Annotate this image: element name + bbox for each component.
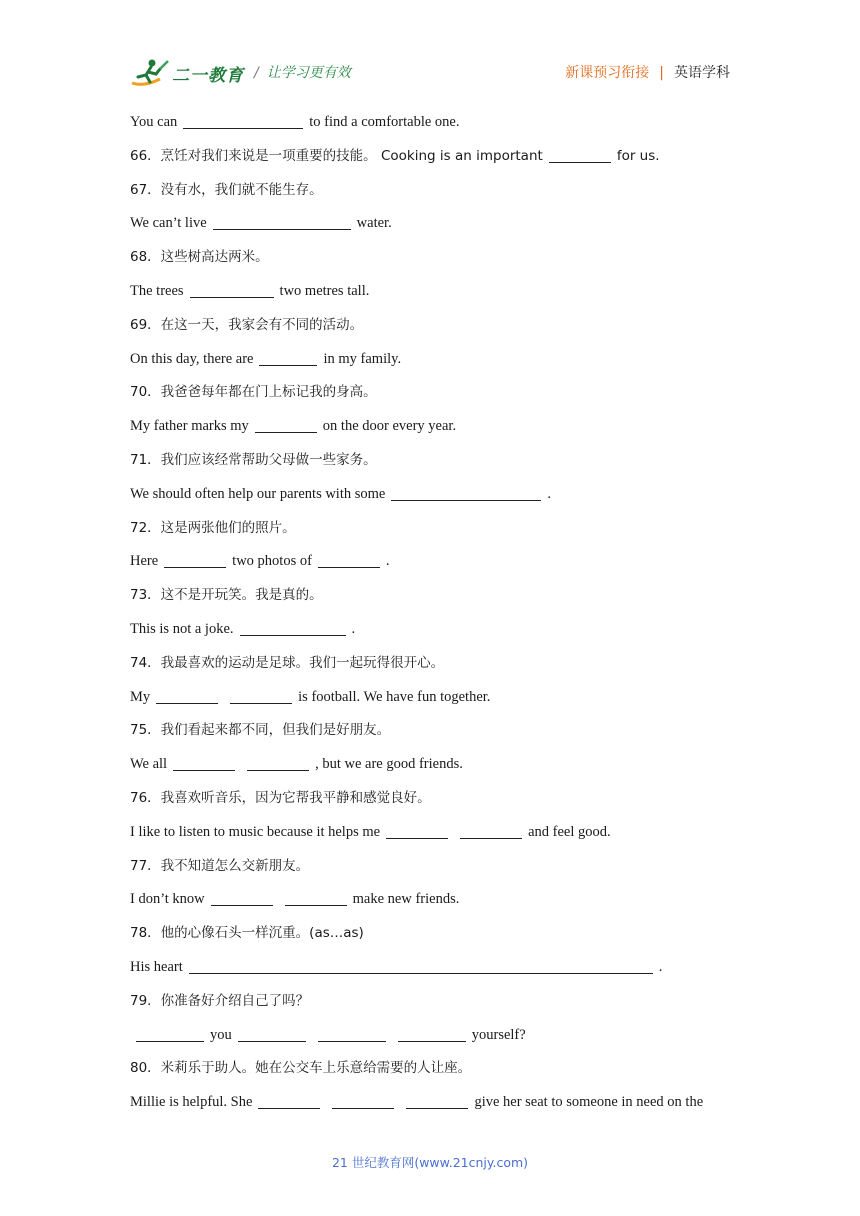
sentence-text: His heart bbox=[130, 958, 183, 975]
exercise-content bbox=[130, 108, 730, 1122]
sentence-text: for us. bbox=[616, 147, 660, 164]
sentence-text: 70．我爸爸每年都在门上标记我的身高。 bbox=[130, 384, 377, 401]
answer-blank[interactable] bbox=[173, 754, 235, 771]
question-prompt bbox=[130, 852, 730, 886]
sentence-text: Here bbox=[130, 553, 159, 570]
answer-sentence bbox=[130, 345, 730, 379]
sentence-text: My father marks my bbox=[130, 418, 249, 435]
answer-sentence bbox=[130, 750, 730, 784]
course-label: 新课预习衔接 bbox=[565, 65, 650, 81]
answer-sentence bbox=[130, 683, 730, 717]
sentence-text: This is not a joke. bbox=[130, 620, 234, 637]
sentence-text: 71．我们应该经常帮助父母做一些家务。 bbox=[130, 451, 377, 468]
sentence-text: two metres tall. bbox=[279, 282, 370, 299]
page-header bbox=[130, 56, 730, 92]
answer-sentence bbox=[130, 615, 730, 649]
sentence-text: you bbox=[210, 1026, 232, 1043]
header-right: 新课预习衔接 | 英语学科 bbox=[565, 65, 730, 81]
sentence-text: . bbox=[658, 958, 663, 975]
sentence-text: Cooking is an important bbox=[376, 147, 543, 164]
answer-sentence bbox=[130, 209, 730, 243]
question-prompt bbox=[130, 987, 730, 1021]
sentence-text: 80．米莉乐于助人。她在公交车上乐意给需要的人让座。 bbox=[130, 1060, 472, 1077]
sentence-text: is football. We have fun together. bbox=[298, 688, 491, 705]
answer-blank[interactable] bbox=[213, 213, 351, 230]
question-prompt bbox=[130, 176, 730, 210]
question-prompt bbox=[130, 514, 730, 548]
page-footer: 21 世纪教育网(www.21cnjy.com) bbox=[331, 1155, 529, 1170]
answer-blank[interactable] bbox=[156, 687, 218, 704]
sentence-text: We should often help our parents with some bbox=[130, 485, 386, 502]
answer-blank[interactable] bbox=[549, 146, 611, 163]
answer-sentence bbox=[130, 818, 730, 852]
sentence-text: two photos of bbox=[232, 553, 312, 570]
sentence-text: to find a comfortable one. bbox=[309, 114, 460, 130]
sentence-text: in my family. bbox=[323, 350, 402, 367]
sentence-text: 66．烹饪对我们来说是一项重要的技能。 bbox=[130, 147, 377, 164]
answer-blank[interactable] bbox=[190, 281, 274, 298]
answer-sentence bbox=[130, 412, 730, 446]
logo bbox=[130, 56, 244, 90]
sentence-text: We can’t live bbox=[130, 215, 207, 232]
answer-blank[interactable] bbox=[136, 1025, 204, 1042]
question-prompt bbox=[130, 919, 730, 953]
sentence-text: . bbox=[385, 553, 390, 570]
sentence-text: I don’t know bbox=[130, 891, 205, 908]
question-prompt bbox=[130, 649, 730, 683]
sentence-text: 79．你准备好介绍自己了吗？ bbox=[130, 992, 310, 1009]
sentence-text: give her seat to someone in need on the bbox=[474, 1094, 704, 1111]
sentence-text: make new friends. bbox=[352, 891, 460, 908]
answer-blank[interactable] bbox=[247, 754, 309, 771]
sentence-text: 75．我们看起来都不同，但我们是好朋友。 bbox=[130, 722, 391, 739]
question-prompt bbox=[130, 1054, 730, 1088]
runner-logo-icon bbox=[130, 57, 170, 89]
answer-blank[interactable] bbox=[318, 1025, 386, 1042]
question-prompt bbox=[130, 142, 730, 176]
question-prompt bbox=[130, 446, 730, 480]
answer-blank[interactable] bbox=[406, 1092, 468, 1109]
answer-blank[interactable] bbox=[164, 551, 226, 568]
answer-sentence bbox=[130, 108, 730, 142]
slogan-text: 让学习更有效 bbox=[266, 65, 351, 81]
answer-blank[interactable] bbox=[240, 619, 346, 636]
answer-blank[interactable] bbox=[258, 1092, 320, 1109]
sentence-text: 67．没有水，我们就不能生存。 bbox=[130, 181, 323, 198]
sentence-text: 77．我不知道怎么交新朋友。 bbox=[130, 857, 310, 874]
sentence-text: , but we are good friends. bbox=[315, 756, 463, 773]
answer-blank[interactable] bbox=[255, 416, 317, 433]
question-prompt bbox=[130, 378, 730, 412]
subject-label: 英语学科 bbox=[674, 65, 730, 81]
question-prompt bbox=[130, 581, 730, 615]
answer-blank[interactable] bbox=[238, 1025, 306, 1042]
answer-blank[interactable] bbox=[183, 112, 303, 129]
answer-sentence bbox=[130, 480, 730, 514]
answer-sentence bbox=[130, 953, 730, 987]
sentence-text: On this day, there are bbox=[130, 350, 254, 367]
answer-blank[interactable] bbox=[189, 957, 653, 974]
sentence-text: 73．这不是开玩笑。我是真的。 bbox=[130, 587, 323, 604]
question-prompt bbox=[130, 716, 730, 750]
sentence-text: on the door every year. bbox=[322, 418, 457, 435]
logo-text: 二一教育 bbox=[172, 65, 244, 86]
sentence-text: My bbox=[130, 688, 151, 705]
sentence-text: 68．这些树高达两米。 bbox=[130, 249, 269, 266]
question-prompt bbox=[130, 243, 730, 277]
sentence-text: and feel good. bbox=[528, 823, 611, 840]
answer-blank[interactable] bbox=[259, 349, 317, 366]
sentence-text: Millie is helpful. She bbox=[130, 1094, 253, 1111]
answer-blank[interactable] bbox=[398, 1025, 466, 1042]
answer-sentence bbox=[130, 1088, 730, 1122]
sentence-text: We all bbox=[130, 756, 168, 773]
sentence-text: 74．我最喜欢的运动是足球。我们一起玩得很开心。 bbox=[130, 654, 445, 671]
answer-sentence bbox=[130, 547, 730, 581]
sentence-text: water. bbox=[356, 215, 392, 232]
sentence-text: The trees bbox=[130, 282, 184, 299]
sentence-text: . bbox=[351, 620, 356, 637]
sentence-text: . bbox=[547, 485, 551, 502]
sentence-text: 78．他的心像石头一样沉重。(as…as) bbox=[130, 925, 364, 942]
answer-blank[interactable] bbox=[285, 889, 347, 906]
sentence-text: yourself? bbox=[471, 1026, 526, 1043]
sentence-text: 69．在这一天，我家会有不同的活动。 bbox=[130, 316, 364, 333]
answer-sentence bbox=[130, 885, 730, 919]
answer-blank[interactable] bbox=[386, 822, 448, 839]
sentence-text: 76．我喜欢听音乐，因为它帮我平静和感觉良好。 bbox=[130, 789, 431, 806]
answer-blank[interactable] bbox=[211, 889, 273, 906]
sentence-text: You can bbox=[130, 114, 178, 130]
answer-blank[interactable] bbox=[391, 484, 541, 501]
answer-blank[interactable] bbox=[318, 551, 380, 568]
question-prompt bbox=[130, 311, 730, 345]
slogan: / 让学习更有效 bbox=[254, 65, 351, 81]
answer-sentence bbox=[130, 1021, 730, 1055]
sentence-text: 72．这是两张他们的照片。 bbox=[130, 519, 296, 536]
answer-blank[interactable] bbox=[460, 822, 522, 839]
answer-blank[interactable] bbox=[332, 1092, 394, 1109]
sentence-text: I like to listen to music because it helps me bbox=[130, 823, 381, 840]
answer-blank[interactable] bbox=[230, 687, 292, 704]
answer-sentence bbox=[130, 277, 730, 311]
question-prompt bbox=[130, 784, 730, 818]
